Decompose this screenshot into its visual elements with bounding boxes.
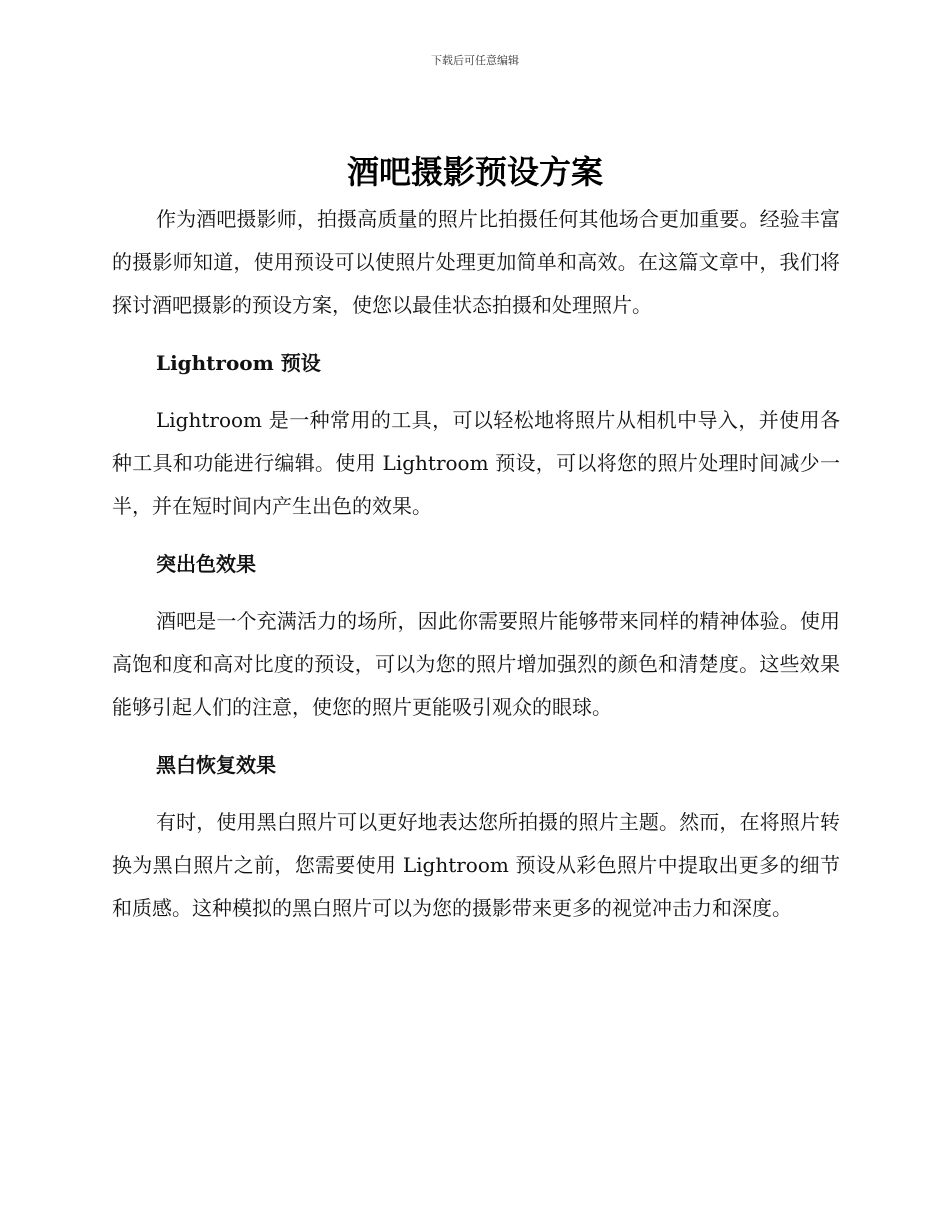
- intro-paragraph: 作为酒吧摄影师，拍摄高质量的照片比拍摄任何其他场合更加重要。经验丰富的摄影师知道，使用预设可以使照片处理更加简单和高效。在这篇文章中，我们将探讨酒吧摄影的预设方案，使您以最佳状态拍摄和处理照片。: [112, 207, 840, 317]
- section-heading-color-effect: 突出色效果: [156, 552, 256, 576]
- section-body-lightroom: Lightroom 是一种常用的工具，可以轻松地将照片从相机中导入，并使用各种工具和功能进行编辑。使用 Lightroom 预设，可以将您的照片处理时间减少一半，并在短时间内产生出色的效果。: [112, 408, 840, 518]
- document-title: 酒吧摄影预设方案: [346, 153, 603, 191]
- section-body-color-effect: 酒吧是一个充满活力的场所，因此你需要照片能够带来同样的精神体验。使用高饱和度和高对比度的预设，可以为您的照片增加强烈的颜色和清楚度。这些效果能够引起人们的注意，使您的照片更能吸引观众的眼球。: [112, 609, 840, 719]
- section-heading-lightroom: Lightroom 预设: [156, 351, 321, 375]
- section-heading-bw-effect: 黑白恢复效果: [156, 753, 276, 777]
- page-header-note: 下载后可任意编辑: [431, 54, 519, 67]
- section-body-bw-effect: 有时，使用黑白照片可以更好地表达您所拍摄的照片主题。然而，在将照片转换为黑白照片之前，您需要使用 Lightroom 预设从彩色照片中提取出更多的细节和质感。这种模拟的黑白照片可以为您的摄影带来更多的视觉冲击力和深度。: [112, 810, 840, 920]
- document-body: [112, 198, 840, 930]
